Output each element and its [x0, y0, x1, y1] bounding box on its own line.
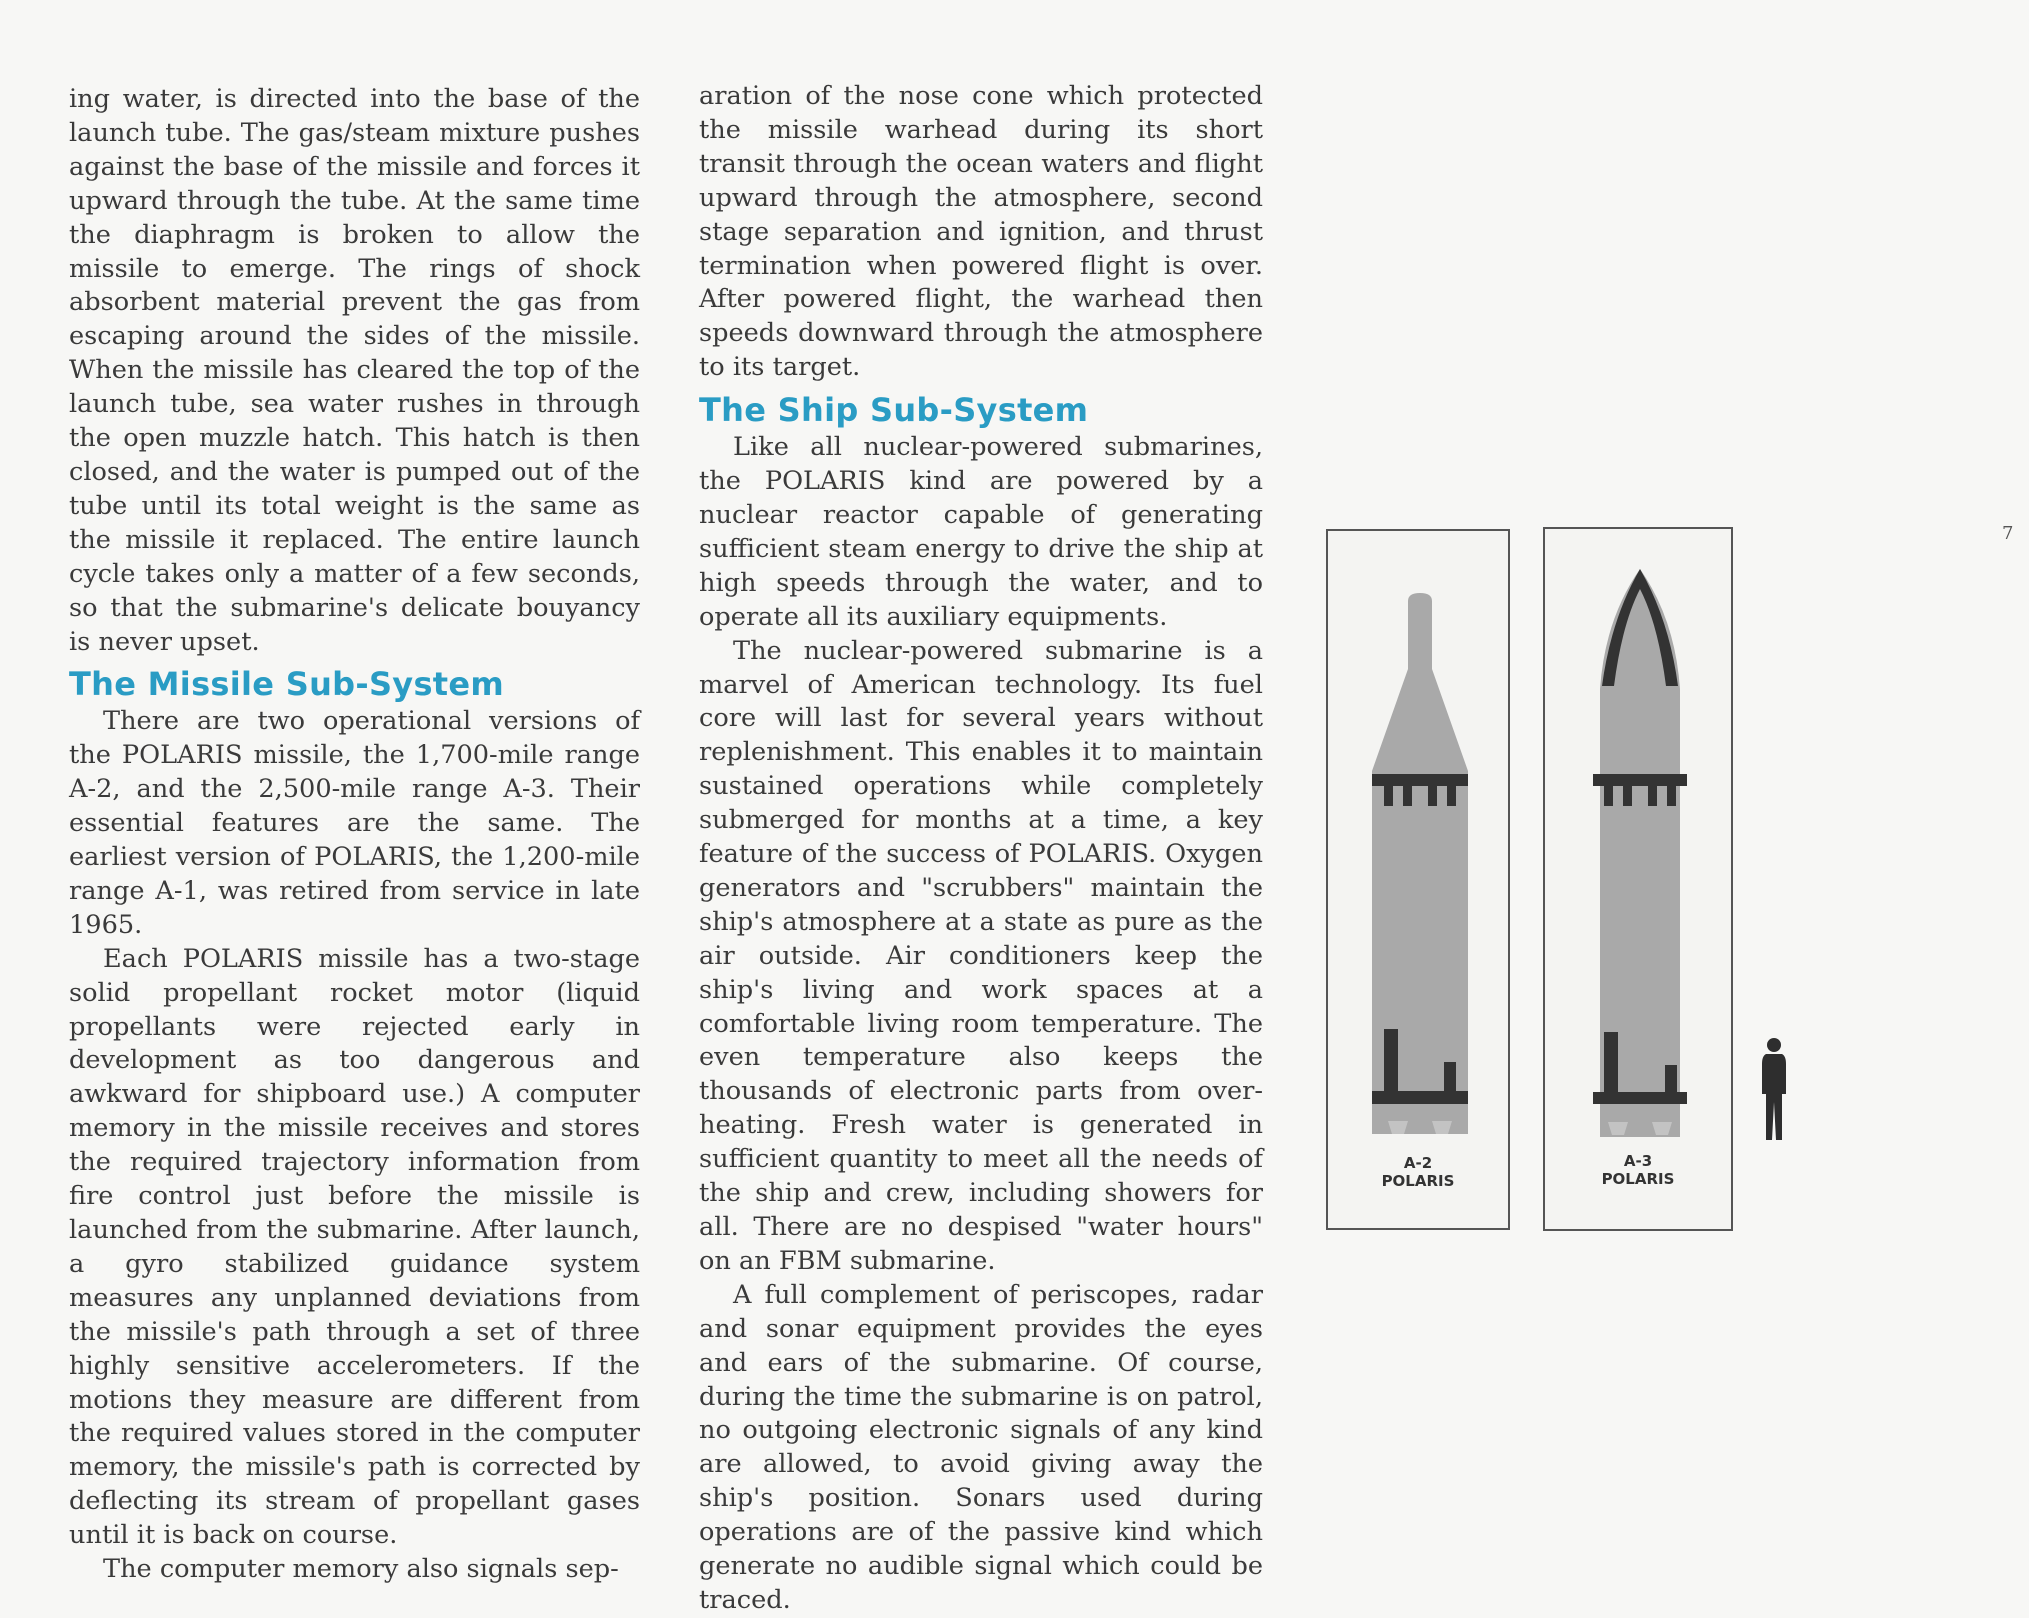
a2-upper-strut	[1447, 786, 1456, 806]
body-paragraph: aration of the nose cone which protected the missile warhead during its short transit through the ocean waters and flight upward through the atmosphere, second stage separation and ignition, and thrust termination when powered flight is over. After powered flight, the warhead then speeds downward through the atmosphere to its target.	[699, 81, 1263, 383]
a3-upper-band	[1593, 774, 1687, 786]
body-paragraph: There are two operational versions of the POLARIS missile, the 1,700-mile range A-2, and the 2,500-mile range A-3. Their essential features are the same. The earliest version of POLARIS, the 1,200-mile range A-1, was retired from service in late 1965.	[69, 706, 640, 940]
a2-missile-illustration	[1328, 531, 1512, 1232]
body-paragraph: A full complement of periscopes, radar and sonar equipment provides the eyes and ears of the submarine. Of course, during the time the submarine is on patrol, no outgoing electronic signals of any kind are allowed, to avoid giving away the ship's position. Sonars used during operations are of the passive kind which generate no audible signal which could be traced.	[699, 1279, 1263, 1615]
a3-upper-strut	[1623, 786, 1632, 806]
person-silhouette-icon	[1760, 1036, 1788, 1140]
a2-upper-band	[1372, 774, 1468, 786]
missile-panel-a3	[1543, 527, 1733, 1231]
body-paragraph: The nuclear-powered submarine is a marvel of American technology. Its fuel core will last for several years without replenishment. This enables it to maintain sustained operations while completely submerged for months at a time, a key feature of the success of POLARIS. Oxygen generators and "scrubbers" maintain the ship's atmosphere at a state as pure as the air outside. Air conditioners keep the ship's living and work spaces at a comfortable living room temperature. The even temperature also keeps the thousands of electronic parts from over-heating. Fresh water is generated in sufficient quantity to meet all the needs of the ship and crew, including showers for all. There are no despised "water hours" on an FBM submarine.	[699, 635, 1263, 1276]
a2-upper-strut	[1428, 786, 1437, 806]
a3-lower-band	[1593, 1092, 1687, 1104]
section-heading-missile: The Missile Sub-System	[69, 665, 505, 704]
a2-lower-band	[1372, 1091, 1468, 1104]
missile-label-a3: A-3 POLARIS	[1601, 1152, 1675, 1188]
body-paragraph: ing water, is directed into the base of the launch tube. The gas/steam mixture pushes against the base of the missile and forces it upward through the tube. At the same time the diaphragm is broken to allow the missile to emerge. The rings of shock absorbent material prevent the gas from escaping around the sides of the missile. When the missile has cleared the top of the launch tube, sea water rushes in through the open muzzle hatch. This hatch is then closed, and the water is pumped out of the tube until its total weight is the same as the missile it replaced. The entire launch cycle takes only a matter of a few seconds, so that the submarine's delicate bouyancy is never upset.	[69, 84, 640, 657]
left-text-column	[69, 83, 640, 1587]
body-paragraph: The computer memory also signals sep-	[103, 1554, 619, 1585]
a3-fin-left	[1604, 1032, 1618, 1092]
page-number: 7	[2002, 523, 2014, 544]
a2-fin-right	[1444, 1062, 1456, 1091]
a3-fin-right	[1665, 1065, 1677, 1092]
missile-panel-a2	[1326, 529, 1510, 1230]
middle-text-column	[699, 80, 1263, 1618]
a2-fin-left	[1384, 1029, 1398, 1091]
a3-upper-strut	[1648, 786, 1657, 806]
section-heading-ship: The Ship Sub-System	[699, 391, 1089, 430]
missile-label-a2: A-2 POLARIS	[1381, 1154, 1455, 1190]
a3-missile-illustration	[1545, 529, 1735, 1233]
a2-upper-strut	[1403, 786, 1412, 806]
body-paragraph: Each POLARIS missile has a two-stage solid propellant rocket motor (liquid propellants were rejected early in development as too dangerous and awkward for shipboard use.) A computer memory in the missile receives and stores the required trajectory information from fire control just before the missile is launched from the submarine. After launch, a gyro stabilized guidance system measures any unplanned deviations from the missile's path through a set of three highly sensitive accelerometers. If the motions they measure are different from the required values stored in the computer memory, the missile's path is corrected by deflecting its stream of propellant gases until it is back on course.	[69, 943, 640, 1551]
body-paragraph: Like all nuclear-powered submarines, the POLARIS kind are powered by a nuclear reactor capable of generating sufficient steam energy to drive the ship at high speeds through the water, and to operate all its auxiliary equipments.	[699, 432, 1263, 632]
a2-upper-strut	[1384, 786, 1393, 806]
a3-upper-strut	[1604, 786, 1613, 806]
a3-upper-strut	[1667, 786, 1676, 806]
